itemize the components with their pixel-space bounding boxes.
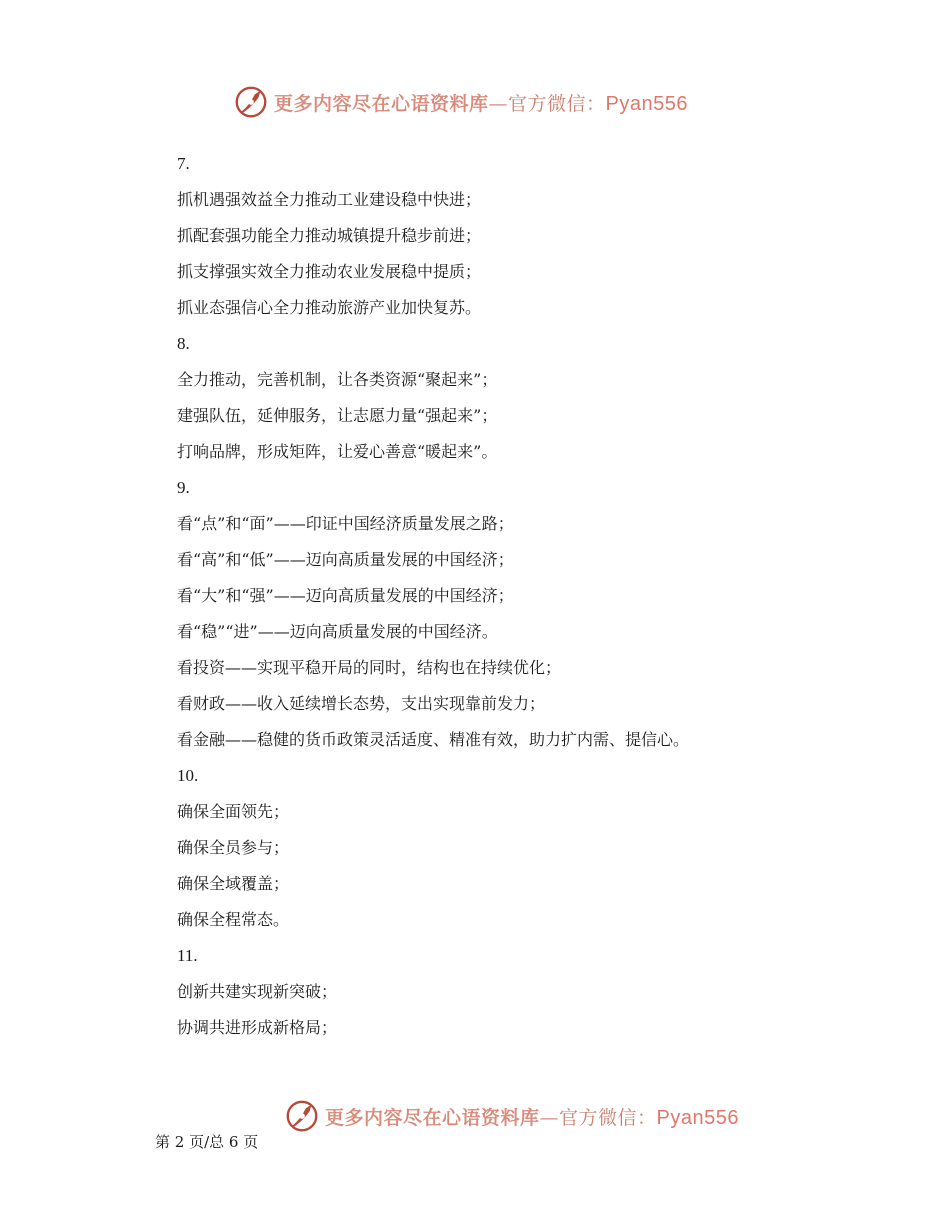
pen-nib-logo-icon — [232, 83, 270, 121]
section-number: 10. — [177, 766, 199, 785]
section-number: 8. — [177, 334, 190, 353]
text-line: 创新共建实现新突破； — [177, 982, 338, 1001]
footer-banner-text — [325, 1103, 739, 1130]
text-line: 协调共进形成新格局； — [177, 1018, 338, 1037]
banner-dash: — — [539, 1106, 560, 1129]
text-line: 抓支撑强实效全力推动农业发展稳中提质； — [177, 262, 482, 281]
banner-slogan: 更多内容尽在心语资料库 — [325, 1106, 540, 1129]
text-line: 确保全域覆盖； — [177, 874, 290, 893]
text-line: 抓配套强功能全力推动城镇提升稳步前进； — [177, 226, 482, 245]
text-line: 看“大”和“强”——迈向高质量发展的中国经济； — [177, 586, 514, 605]
banner-wechat-label: 官方微信： — [559, 1106, 657, 1129]
text-line: 抓业态强信心全力推动旅游产业加快复苏。 — [177, 298, 482, 317]
banner-wechat-label: 官方微信： — [508, 92, 606, 115]
text-line: 看投资——实现平稳开局的同时，结构也在持续优化； — [177, 658, 562, 677]
pen-nib-logo-icon — [283, 1097, 321, 1135]
footer-banner — [283, 1096, 739, 1136]
banner-wechat-id: Pyan556 — [605, 92, 688, 115]
banner-slogan: 更多内容尽在心语资料库 — [274, 92, 489, 115]
header-banner — [232, 82, 688, 122]
text-line: 打响品牌，形成矩阵，让爱心善意“暖起来”。 — [177, 442, 498, 461]
section-number: 9. — [177, 478, 190, 497]
document-body — [177, 146, 877, 1046]
text-line: 确保全员参与； — [177, 838, 290, 857]
text-line: 确保全程常态。 — [177, 910, 290, 929]
text-line: 看“高”和“低”——迈向高质量发展的中国经济； — [177, 550, 514, 569]
text-line: 抓机遇强效益全力推动工业建设稳中快进； — [177, 190, 482, 209]
text-line: 确保全面领先； — [177, 802, 290, 821]
text-line: 建强队伍，延伸服务，让志愿力量“强起来”； — [177, 406, 498, 425]
text-line: 全力推动，完善机制，让各类资源“聚起来”； — [177, 370, 498, 389]
text-line: 看财政——收入延续增长态势，支出实现靠前发力； — [177, 694, 546, 713]
text-line: 看“点”和“面”——印证中国经济质量发展之路； — [177, 514, 514, 533]
page-number: 第 2 页/总 6 页 — [155, 1133, 259, 1151]
section-number: 11. — [177, 946, 198, 965]
banner-wechat-id: Pyan556 — [656, 1106, 739, 1129]
text-line: 看金融——稳健的货币政策灵活适度、精准有效，助力扩内需、提信心。 — [177, 730, 690, 749]
banner-dash: — — [488, 92, 509, 115]
text-line: 看“稳”“进”——迈向高质量发展的中国经济。 — [177, 622, 498, 641]
section-number: 7. — [177, 154, 190, 173]
header-banner-text — [274, 89, 688, 116]
